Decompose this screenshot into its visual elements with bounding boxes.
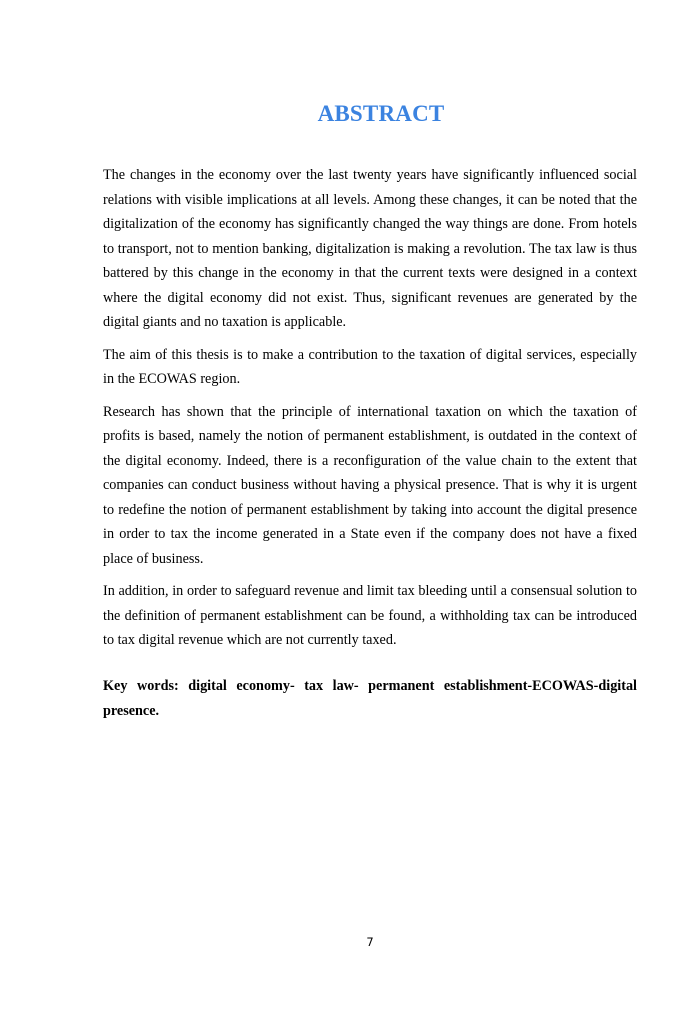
page-title: ABSTRACT	[317, 101, 445, 126]
page-number: 7	[366, 935, 374, 949]
paragraph-2: The aim of this thesis is to make a contribution to the taxation of digital services, especially in the ECOWAS region.	[103, 346, 637, 387]
keywords-line: Key words: digital economy- tax law- permanent establishment-ECOWAS-digital presence.	[103, 678, 637, 719]
paragraph-4: In addition, in order to safeguard revenue and limit tax bleeding until a consensual solution to the definition of permanent establishment can be found, a withholding tax can be introduced to tax digital revenue which are not currently taxed.	[103, 583, 637, 648]
paragraph-1: The changes in the economy over the last twenty years have significantly influenced social relations with visible implications at all levels. Among these changes, it can be noted that the digitalization of the economy has significantly changed the way things are done. From hotels to transport, not to mention banking, digitalization is making a revolution. The tax law is thus battered by this change in the economy in that the current texts were designed in a context where the digital economy did not exist. Thus, significant revenues are generated by the digital giants and no taxation is applicable.	[103, 167, 637, 330]
paragraph-3: Research has shown that the principle of international taxation on which the taxation of profits is based, namely the notion of permanent establishment, is outdated in the context of the digital economy. Indeed, there is a reconfiguration of the value chain to the extent that companies can conduct business without having a physical presence. That is why it is urgent to redefine the notion of permanent establishment by taking into account the digital presence in order to tax the income generated in a State even if the company does not have a fixed place of business.	[103, 403, 637, 567]
abstract-body	[103, 163, 637, 661]
